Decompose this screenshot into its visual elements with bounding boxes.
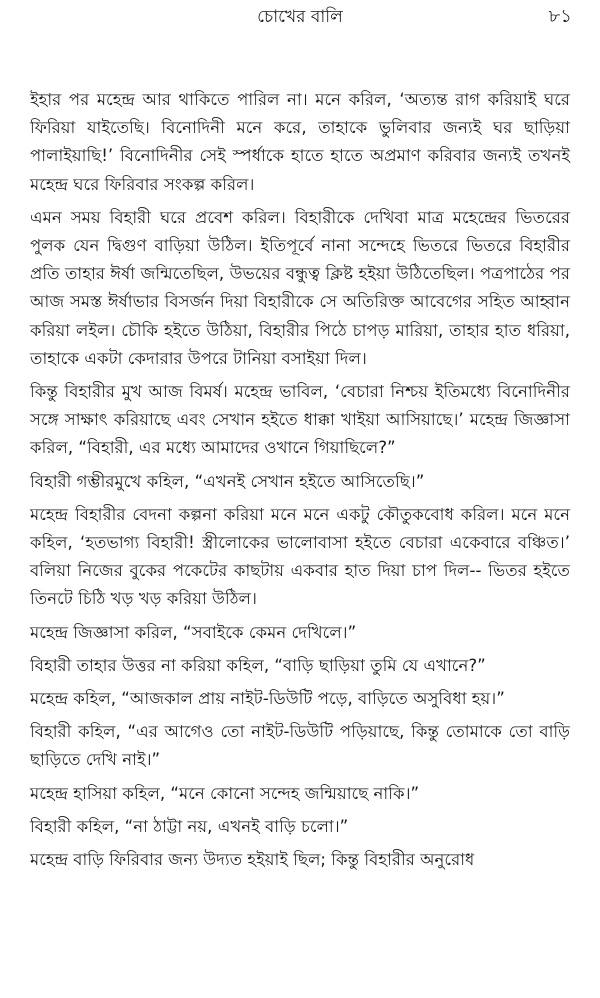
paragraph-12: মহেন্দ্র বাড়ি ফিরিবার জন্য উদ্যত হইয়াই ছিল; কিন্তু বিহারীর অনুরোধ <box>30 850 475 870</box>
paragraph-5: মহেন্দ্র বিহারীর বেদনা কল্পনা করিয়া মনে মনে একটু কৌতুকবোধ করিল। মনে মনে কহিল, ‘হতভাগ্য বিহারী! স্ত্রীলোকের ভালোবাসা হইতে বেচারা একেবারে বঞ্চিত।’ বলিয়া নিজের বুকের পকেটের কাছটায় একবার হাত দিয়া চাপ দিল-- ভিতর হইতে তিনটে চিঠি খড় খড় করিয়া উঠিল। <box>30 504 570 609</box>
paragraph-8: মহেন্দ্র কহিল, “আজকাল প্রায় নাইট-ডিউটি পড়ে, বাড়িতে অসুবিধা হয়।” <box>30 689 505 709</box>
paragraph-1: ইহার পর মহেন্দ্র আর থাকিতে পারিল না। মনে করিল, ‘অত্যন্ত রাগ করিয়াই ঘরে ফিরিয়া যাইতেছি। বিনোদিনী মনে করে, তাহাকে ভুলিবার জন্যই ঘর ছাড়িয়া পালাইয়াছি!’ বিনোদিনীর সেই স্পর্ধাকে হাতে হাতে অপ্রমাণ করিবার জন্যই তখনই মহেন্দ্র ঘরে ফিরিবার সংকল্প করিল। <box>30 90 570 194</box>
body-text <box>30 86 570 879</box>
paragraph-10: মহেন্দ্র হাসিয়া কহিল, “মনে কোনো সন্দেহ জন্মিয়াছে নাকি।” <box>30 783 420 803</box>
paragraph-9: বিহারী কহিল, “এর আগেও তো নাইট-ডিউটি পড়িয়াছে, কিন্তু তোমাকে তো বাড়ি ছাড়িতে দেখি নাই।” <box>30 722 570 770</box>
paragraph-2: এমন সময় বিহারী ঘরে প্রবেশ করিল। বিহারীকে দেখিবা মাত্র মহেন্দ্রের ভিতরের পুলক যেন দ্বিগুণ বাড়িয়া উঠিল। ইতিপূর্বে নানা সন্দেহে ভিতরে ভিতরে বিহারীর প্রতি তাহার ঈর্ষা জন্মিতেছিল, উভয়ের বন্ধুত্ব ক্লিষ্ট হইয়া উঠিতেছিল। পত্রপাঠের পর আজ সমস্ত ঈর্ষাভার বিসর্জন দিয়া বিহারীকে সে অতিরিক্ত আবেগের সহিত আহ্বান করিয়া লইল। চৌকি হইতে উঠিয়া, বিহারীর পিঠে চাপড় মারিয়া, তাহার হাত ধরিয়া, তাহাকে একটা কেদারার উপরে টানিয়া বসাইয়া দিল। <box>30 207 570 368</box>
paragraph-3: কিন্তু বিহারীর মুখ আজ বিমর্ষ। মহেন্দ্র ভাবিল, ‘বেচারা নিশ্চয় ইতিমধ্যে বিনোদিনীর সঙ্গে সাক্ষাৎ করিয়াছে এবং সেখান হইতে ধাক্কা খাইয়া আসিয়াছে।’ মহেন্দ্র জিজ্ঞাসা করিল, “বিহারী, এর মধ্যে আমাদের ওখানে গিয়াছিলে?” <box>30 382 570 458</box>
page-number: ৮১ <box>548 6 572 27</box>
running-title: চোখের বালি <box>257 7 343 27</box>
paragraph-6: মহেন্দ্র জিজ্ঞাসা করিল, “সবাইকে কেমন দেখিলে।” <box>30 622 357 642</box>
paragraph-11: বিহারী কহিল, “না ঠাট্টা নয়, এখনই বাড়ি চলো।” <box>30 816 349 836</box>
paragraph-7: বিহারী তাহার উত্তর না করিয়া কহিল, “বাড়ি ছাড়িয়া তুমি যে এখানে?” <box>30 655 486 675</box>
paragraph-4: বিহারী গম্ভীরমুখে কহিল, “এখনই সেখান হইতে আসিতেছি।” <box>30 471 425 491</box>
